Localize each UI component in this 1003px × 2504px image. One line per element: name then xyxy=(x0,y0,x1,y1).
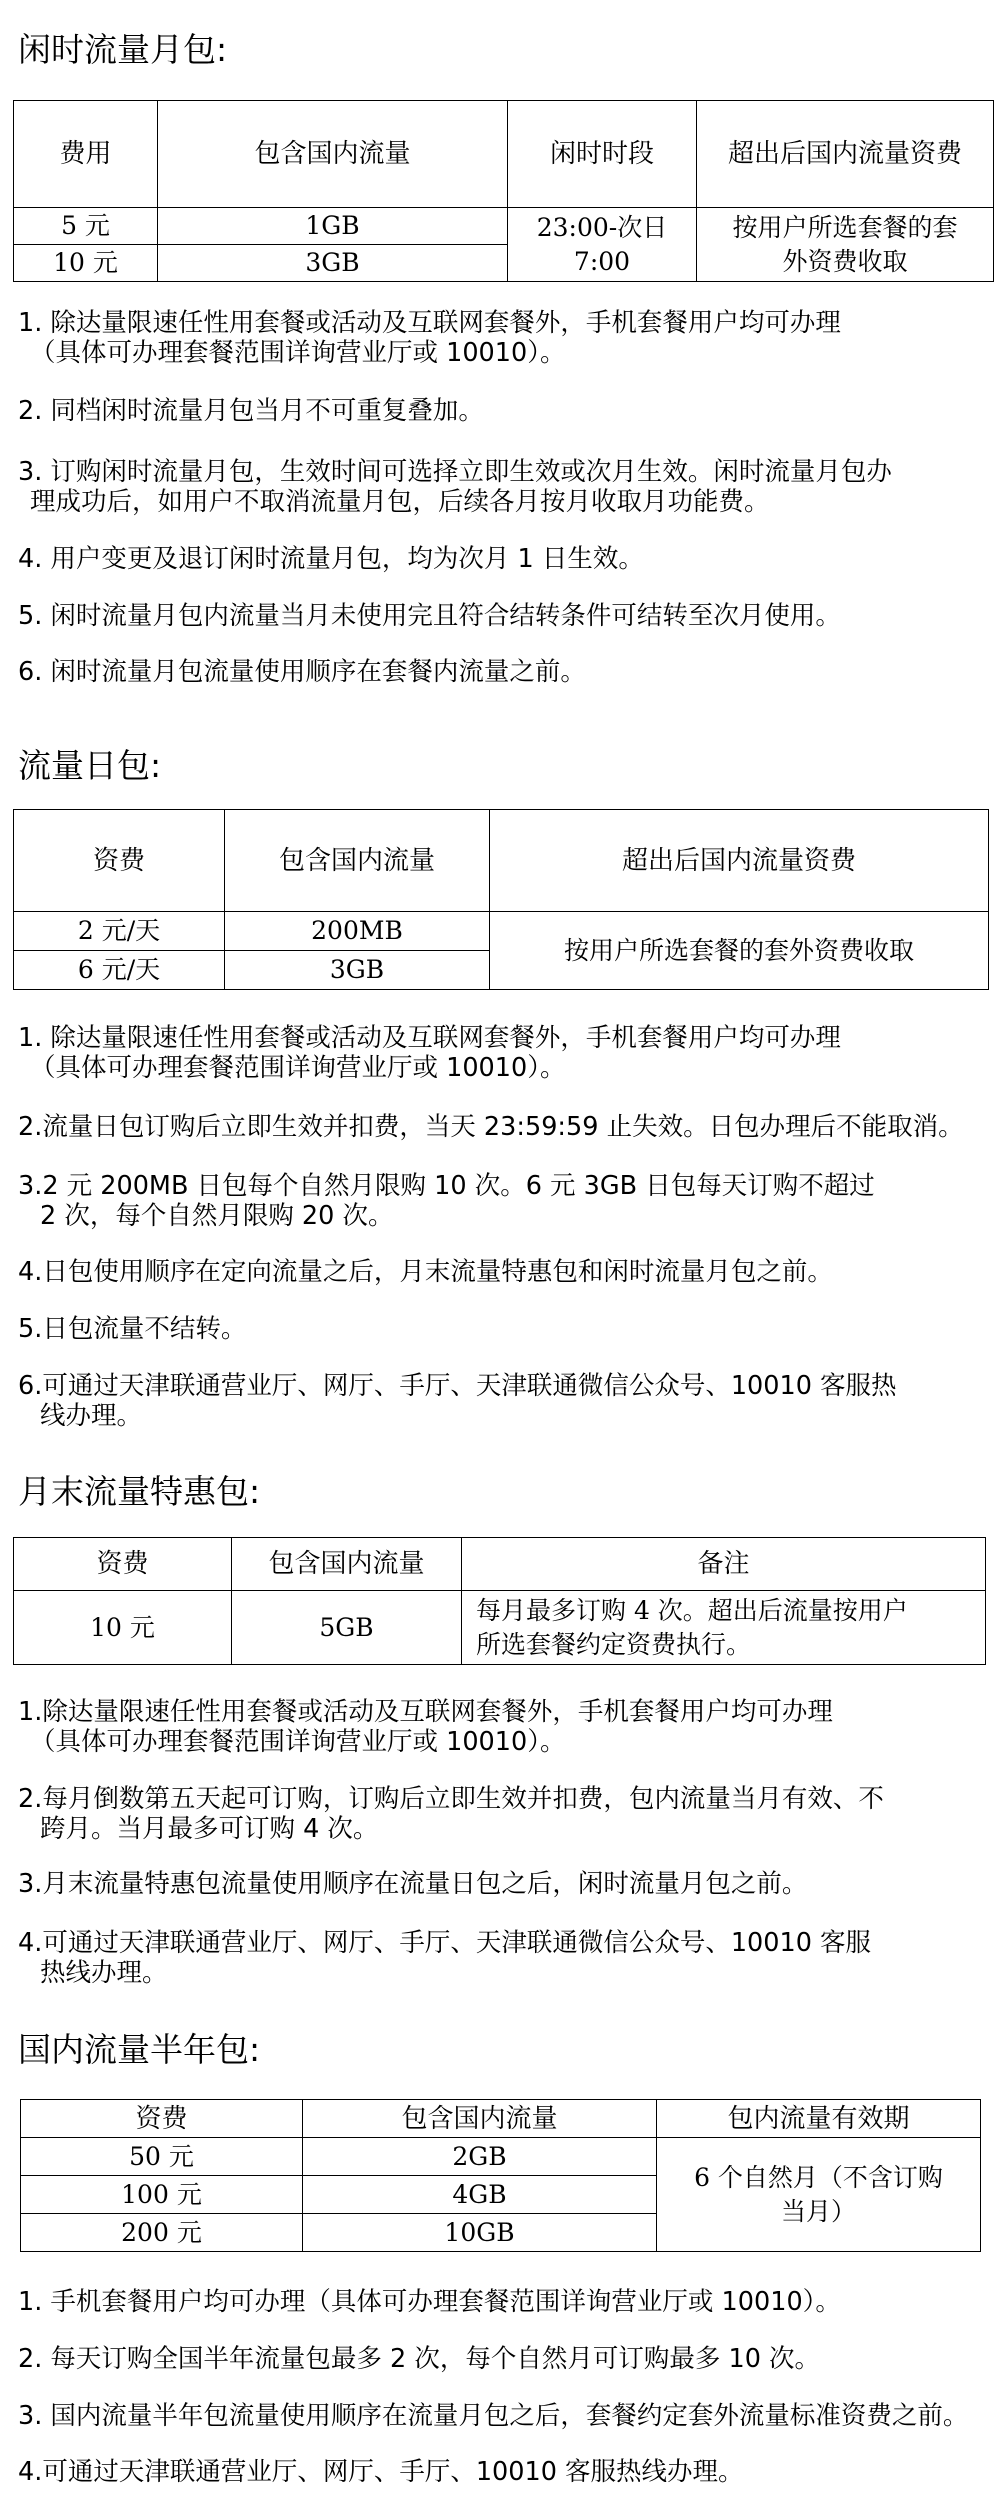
note-item: 3.月末流量特惠包流量使用顺序在流量日包之后，闲时流量月包之前。 xyxy=(18,1869,808,1899)
note-item: 5.日包流量不结转。 xyxy=(18,1314,247,1344)
note-item: 2. 同档闲时流量月包当月不可重复叠加。 xyxy=(18,396,484,426)
header-overage-rate: 超出后国内流量资费 xyxy=(490,810,989,912)
header-overage-rate: 超出后国内流量资费 xyxy=(697,101,994,208)
overage-cell: 按用户所选套餐的套 外资费收取 xyxy=(697,208,994,282)
section-title-half-year: 国内流量半年包: xyxy=(18,2030,261,2069)
note-item: 3. 国内流量半年包流量使用顺序在流量月包之后，套餐约定套外流量标准资费之前。 xyxy=(18,2401,969,2431)
header-idle-period: 闲时时段 xyxy=(508,101,697,208)
header-validity: 包内流量有效期 xyxy=(657,2100,981,2138)
note-item: 3. 订购闲时流量月包，生效时间可选择立即生效或次月生效。闲时流量月包办 理成功后，如用户不取消流量月包，后续各月按月收取月功能费。 xyxy=(18,457,892,517)
data-cell: 200MB xyxy=(225,912,490,951)
table-row xyxy=(14,1591,986,1665)
month-end-table xyxy=(13,1537,986,1665)
data-cell: 4GB xyxy=(303,2176,657,2214)
header-fee: 资费 xyxy=(21,2100,303,2138)
section-title-daily: 流量日包: xyxy=(18,746,162,785)
fee-cell: 10 元 xyxy=(14,1591,232,1665)
section-title-month-end: 月末流量特惠包: xyxy=(18,1472,261,1511)
note-item: 5. 闲时流量月包内流量当月未使用完且符合结转条件可结转至次月使用。 xyxy=(18,601,841,631)
header-domestic-data: 包含国内流量 xyxy=(158,101,508,208)
note-item: 6. 闲时流量月包流量使用顺序在套餐内流量之前。 xyxy=(18,657,586,687)
note-item: 4.可通过天津联通营业厅、网厅、手厅、10010 客服热线办理。 xyxy=(18,2457,744,2487)
data-cell: 3GB xyxy=(225,951,490,990)
data-cell: 10GB xyxy=(303,2214,657,2252)
fee-cell: 200 元 xyxy=(21,2214,303,2252)
validity-cell: 6 个自然月（不含订购 当月） xyxy=(657,2138,981,2252)
note-item: 1. 除达量限速任性用套餐或活动及互联网套餐外，手机套餐用户均可办理 （具体可办理套餐范围详询营业厅或 10010）。 xyxy=(18,1023,841,1083)
table-row xyxy=(14,912,989,951)
table-row xyxy=(21,2138,981,2176)
half-year-table xyxy=(20,2099,981,2252)
header-domestic-data: 包含国内流量 xyxy=(232,1538,462,1591)
note-item: 2. 每天订购全国半年流量包最多 2 次，每个自然月可订购最多 10 次。 xyxy=(18,2344,821,2374)
note-item: 2.每月倒数第五天起可订购，订购后立即生效并扣费，包内流量当月有效、不 跨月。当月最多可订购 4 次。 xyxy=(18,1784,884,1844)
header-remark: 备注 xyxy=(462,1538,986,1591)
note-item: 3.2 元 200MB 日包每个自然月限购 10 次。6 元 3GB 日包每天订购不超过 2 次，每个自然月限购 20 次。 xyxy=(18,1171,875,1231)
header-fee: 资费 xyxy=(14,1538,232,1591)
idle-monthly-table xyxy=(13,100,994,282)
daily-table xyxy=(13,809,989,990)
note-item: 4.日包使用顺序在定向流量之后，月末流量特惠包和闲时流量月包之前。 xyxy=(18,1257,833,1287)
header-fee: 资费 xyxy=(14,810,225,912)
note-item: 1. 手机套餐用户均可办理（具体可办理套餐范围详询营业厅或 10010）。 xyxy=(18,2287,841,2317)
table-row xyxy=(14,208,994,245)
fee-cell: 5 元 xyxy=(14,208,158,245)
note-item: 2.流量日包订购后立即生效并扣费，当天 23:59:59 止失效。日包办理后不能取消。 xyxy=(18,1112,964,1142)
note-item: 1. 除达量限速任性用套餐或活动及互联网套餐外，手机套餐用户均可办理 （具体可办理套餐范围详询营业厅或 10010）。 xyxy=(18,308,841,368)
data-cell: 2GB xyxy=(303,2138,657,2176)
fee-cell: 100 元 xyxy=(21,2176,303,2214)
fee-cell: 6 元/天 xyxy=(14,951,225,990)
data-cell: 1GB xyxy=(158,208,508,245)
section-title-idle-monthly: 闲时流量月包: xyxy=(18,30,228,69)
note-item: 4. 用户变更及退订闲时流量月包，均为次月 1 日生效。 xyxy=(18,544,644,574)
note-item: 6.可通过天津联通营业厅、网厅、手厅、天津联通微信公众号、10010 客服热 线办理。 xyxy=(18,1371,897,1431)
overage-cell: 按用户所选套餐的套外资费收取 xyxy=(490,912,989,990)
data-cell: 5GB xyxy=(232,1591,462,1665)
idle-period-cell: 23:00-次日 7:00 xyxy=(508,208,697,282)
remark-cell: 每月最多订购 4 次。超出后流量按用户 所选套餐约定资费执行。 xyxy=(462,1591,986,1665)
fee-cell: 2 元/天 xyxy=(14,912,225,951)
note-item: 4.可通过天津联通营业厅、网厅、手厅、天津联通微信公众号、10010 客服 热线办理。 xyxy=(18,1928,872,1988)
fee-cell: 50 元 xyxy=(21,2138,303,2176)
data-cell: 3GB xyxy=(158,245,508,282)
note-item: 1.除达量限速任性用套餐或活动及互联网套餐外，手机套餐用户均可办理 （具体可办理套餐范围详询营业厅或 10010）。 xyxy=(18,1697,833,1757)
header-domestic-data: 包含国内流量 xyxy=(303,2100,657,2138)
header-fee: 费用 xyxy=(14,101,158,208)
header-domestic-data: 包含国内流量 xyxy=(225,810,490,912)
fee-cell: 10 元 xyxy=(14,245,158,282)
